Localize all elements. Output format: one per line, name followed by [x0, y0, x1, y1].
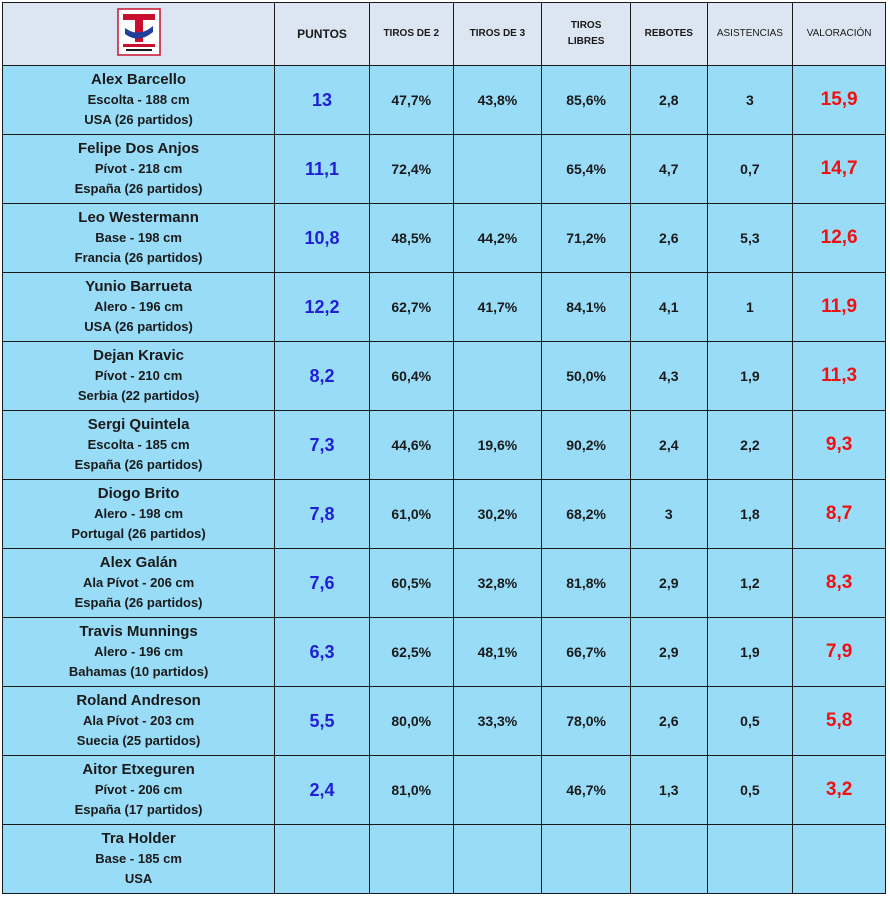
table-row	[3, 825, 886, 894]
points-cell: 6,3	[275, 618, 370, 687]
asistencias-cell: 0,7	[707, 135, 793, 204]
player-origin: USA (26 partidos)	[84, 319, 193, 334]
player-position: Ala Pívot - 203 cm	[82, 713, 195, 728]
player-cell	[3, 204, 275, 273]
asistencias-cell: 1	[707, 273, 793, 342]
points-cell: 2,4	[275, 756, 370, 825]
player-position: Pívot - 206 cm	[94, 782, 183, 797]
valoracion-cell: 5,8	[793, 687, 886, 756]
header-asistencias: ASISTENCIAS	[707, 3, 793, 66]
tiros2-cell: 44,6%	[369, 411, 453, 480]
table-row	[3, 411, 886, 480]
tiros2-cell: 72,4%	[369, 135, 453, 204]
player-name: Diogo Brito	[97, 485, 180, 502]
player-origin: España (26 partidos)	[74, 595, 203, 610]
player-name: Sergi Quintela	[87, 416, 190, 433]
player-origin: España (26 partidos)	[74, 457, 203, 472]
rebotes-cell: 2,8	[630, 66, 707, 135]
tiros-libres-cell: 71,2%	[542, 204, 631, 273]
asistencias-cell: 2,2	[707, 411, 793, 480]
rebotes-cell: 2,9	[630, 549, 707, 618]
asistencias-cell: 3	[707, 66, 793, 135]
player-cell	[3, 618, 275, 687]
player-cell	[3, 135, 275, 204]
player-cell	[3, 687, 275, 756]
table-row	[3, 618, 886, 687]
player-cell	[3, 480, 275, 549]
player-cell	[3, 756, 275, 825]
player-cell	[3, 273, 275, 342]
player-origin: Portugal (26 partidos)	[71, 526, 206, 541]
rebotes-cell: 2,6	[630, 204, 707, 273]
player-position: Alero - 198 cm	[94, 506, 184, 521]
player-position: Alero - 196 cm	[94, 644, 184, 659]
rebotes-cell	[630, 825, 707, 894]
tiros2-cell: 48,5%	[369, 204, 453, 273]
table-row	[3, 549, 886, 618]
player-position: Escolta - 188 cm	[87, 92, 190, 107]
player-name: Tra Holder	[101, 830, 176, 847]
player-position: Pívot - 210 cm	[94, 368, 183, 383]
header-puntos: PUNTOS	[275, 3, 370, 66]
rebotes-cell: 4,7	[630, 135, 707, 204]
tiros3-cell: 32,8%	[453, 549, 542, 618]
player-position: Ala Pívot - 206 cm	[82, 575, 195, 590]
header-tiros-libres-line2: LIBRES	[567, 36, 605, 47]
rebotes-cell: 1,3	[630, 756, 707, 825]
points-cell: 5,5	[275, 687, 370, 756]
points-cell: 12,2	[275, 273, 370, 342]
points-cell: 13	[275, 66, 370, 135]
table-row	[3, 66, 886, 135]
tiros-libres-cell: 81,8%	[542, 549, 631, 618]
rebotes-cell: 4,1	[630, 273, 707, 342]
tiros2-cell: 60,5%	[369, 549, 453, 618]
asistencias-cell: 0,5	[707, 756, 793, 825]
tiros-libres-cell: 65,4%	[542, 135, 631, 204]
player-origin: España (17 partidos)	[74, 802, 203, 817]
rebotes-cell: 2,6	[630, 687, 707, 756]
player-position: Base - 198 cm	[95, 230, 182, 245]
asistencias-cell: 5,3	[707, 204, 793, 273]
tiros3-cell	[453, 135, 542, 204]
table-row	[3, 756, 886, 825]
header-tiros-libres-line1: TIROS	[570, 20, 602, 31]
player-cell	[3, 411, 275, 480]
tiros-libres-cell: 84,1%	[542, 273, 631, 342]
valoracion-cell: 8,7	[793, 480, 886, 549]
points-cell	[275, 825, 370, 894]
rebotes-cell: 4,3	[630, 342, 707, 411]
header-valoracion: VALORACIÓN	[793, 3, 886, 66]
asistencias-cell: 1,8	[707, 480, 793, 549]
player-position: Alero - 196 cm	[94, 299, 184, 314]
tiros3-cell: 30,2%	[453, 480, 542, 549]
tiros3-cell	[453, 825, 542, 894]
player-cell	[3, 66, 275, 135]
points-cell: 11,1	[275, 135, 370, 204]
valoracion-cell: 3,2	[793, 756, 886, 825]
player-origin: España (26 partidos)	[74, 181, 203, 196]
tiros3-cell: 43,8%	[453, 66, 542, 135]
player-position: Pívot - 218 cm	[94, 161, 183, 176]
player-name: Felipe Dos Anjos	[78, 140, 200, 157]
tiros2-cell: 80,0%	[369, 687, 453, 756]
tiros2-cell: 62,7%	[369, 273, 453, 342]
rebotes-cell: 2,9	[630, 618, 707, 687]
table-row	[3, 204, 886, 273]
player-name: Travis Munnings	[79, 623, 198, 640]
valoracion-cell: 9,3	[793, 411, 886, 480]
tiros3-cell: 19,6%	[453, 411, 542, 480]
logo-cell	[3, 3, 275, 66]
player-origin: Francia (26 partidos)	[74, 250, 203, 265]
tiros3-cell: 41,7%	[453, 273, 542, 342]
table-row	[3, 135, 886, 204]
tiros-libres-cell: 68,2%	[542, 480, 631, 549]
valoracion-cell	[793, 825, 886, 894]
asistencias-cell: 1,2	[707, 549, 793, 618]
tiros2-cell: 61,0%	[369, 480, 453, 549]
header-tiros-libres	[542, 3, 631, 66]
tiros3-cell: 33,3%	[453, 687, 542, 756]
points-cell: 7,3	[275, 411, 370, 480]
valoracion-cell: 8,3	[793, 549, 886, 618]
tiros3-cell: 44,2%	[453, 204, 542, 273]
valoracion-cell: 12,6	[793, 204, 886, 273]
club-logo-icon	[117, 8, 161, 56]
rebotes-cell: 3	[630, 480, 707, 549]
tiros-libres-cell: 78,0%	[542, 687, 631, 756]
player-stats-table	[2, 2, 886, 894]
header-tiros-3: TIROS DE 3	[453, 3, 542, 66]
player-origin: USA	[124, 871, 153, 886]
player-position: Base - 185 cm	[95, 851, 182, 866]
tiros-libres-cell: 66,7%	[542, 618, 631, 687]
valoracion-cell: 7,9	[793, 618, 886, 687]
asistencias-cell: 1,9	[707, 618, 793, 687]
tiros2-cell	[369, 825, 453, 894]
tiros3-cell: 48,1%	[453, 618, 542, 687]
player-name: Yunio Barrueta	[85, 278, 192, 295]
player-name: Leo Westermann	[78, 209, 199, 226]
points-cell: 8,2	[275, 342, 370, 411]
tiros3-cell	[453, 756, 542, 825]
table-row	[3, 273, 886, 342]
header-rebotes: REBOTES	[630, 3, 707, 66]
player-position: Escolta - 185 cm	[87, 437, 190, 452]
rebotes-cell: 2,4	[630, 411, 707, 480]
tiros-libres-cell: 46,7%	[542, 756, 631, 825]
points-cell: 7,8	[275, 480, 370, 549]
valoracion-cell: 15,9	[793, 66, 886, 135]
player-name: Roland Andreson	[76, 692, 201, 709]
player-cell	[3, 342, 275, 411]
tiros3-cell	[453, 342, 542, 411]
player-origin: Serbia (22 partidos)	[77, 388, 200, 403]
tiros-libres-cell: 50,0%	[542, 342, 631, 411]
player-origin: Bahamas (10 partidos)	[68, 664, 209, 679]
asistencias-cell: 1,9	[707, 342, 793, 411]
tiros2-cell: 60,4%	[369, 342, 453, 411]
asistencias-cell	[707, 825, 793, 894]
player-name: Aitor Etxeguren	[82, 761, 195, 778]
valoracion-cell: 14,7	[793, 135, 886, 204]
tiros-libres-cell: 85,6%	[542, 66, 631, 135]
tiros2-cell: 81,0%	[369, 756, 453, 825]
points-cell: 10,8	[275, 204, 370, 273]
tiros2-cell: 47,7%	[369, 66, 453, 135]
header-row	[3, 3, 886, 66]
player-name: Alex Galán	[99, 554, 178, 571]
valoracion-cell: 11,9	[793, 273, 886, 342]
player-cell	[3, 549, 275, 618]
player-name: Dejan Kravic	[93, 347, 185, 364]
player-cell	[3, 825, 275, 894]
table-row	[3, 480, 886, 549]
header-tiros-2: TIROS DE 2	[369, 3, 453, 66]
player-origin: Suecia (25 partidos)	[76, 733, 201, 748]
player-origin: USA (26 partidos)	[84, 112, 193, 127]
points-cell: 7,6	[275, 549, 370, 618]
table-row	[3, 687, 886, 756]
asistencias-cell: 0,5	[707, 687, 793, 756]
tiros-libres-cell	[542, 825, 631, 894]
valoracion-cell: 11,3	[793, 342, 886, 411]
tiros2-cell: 62,5%	[369, 618, 453, 687]
table-row	[3, 342, 886, 411]
player-name: Alex Barcello	[91, 71, 187, 88]
tiros-libres-cell: 90,2%	[542, 411, 631, 480]
